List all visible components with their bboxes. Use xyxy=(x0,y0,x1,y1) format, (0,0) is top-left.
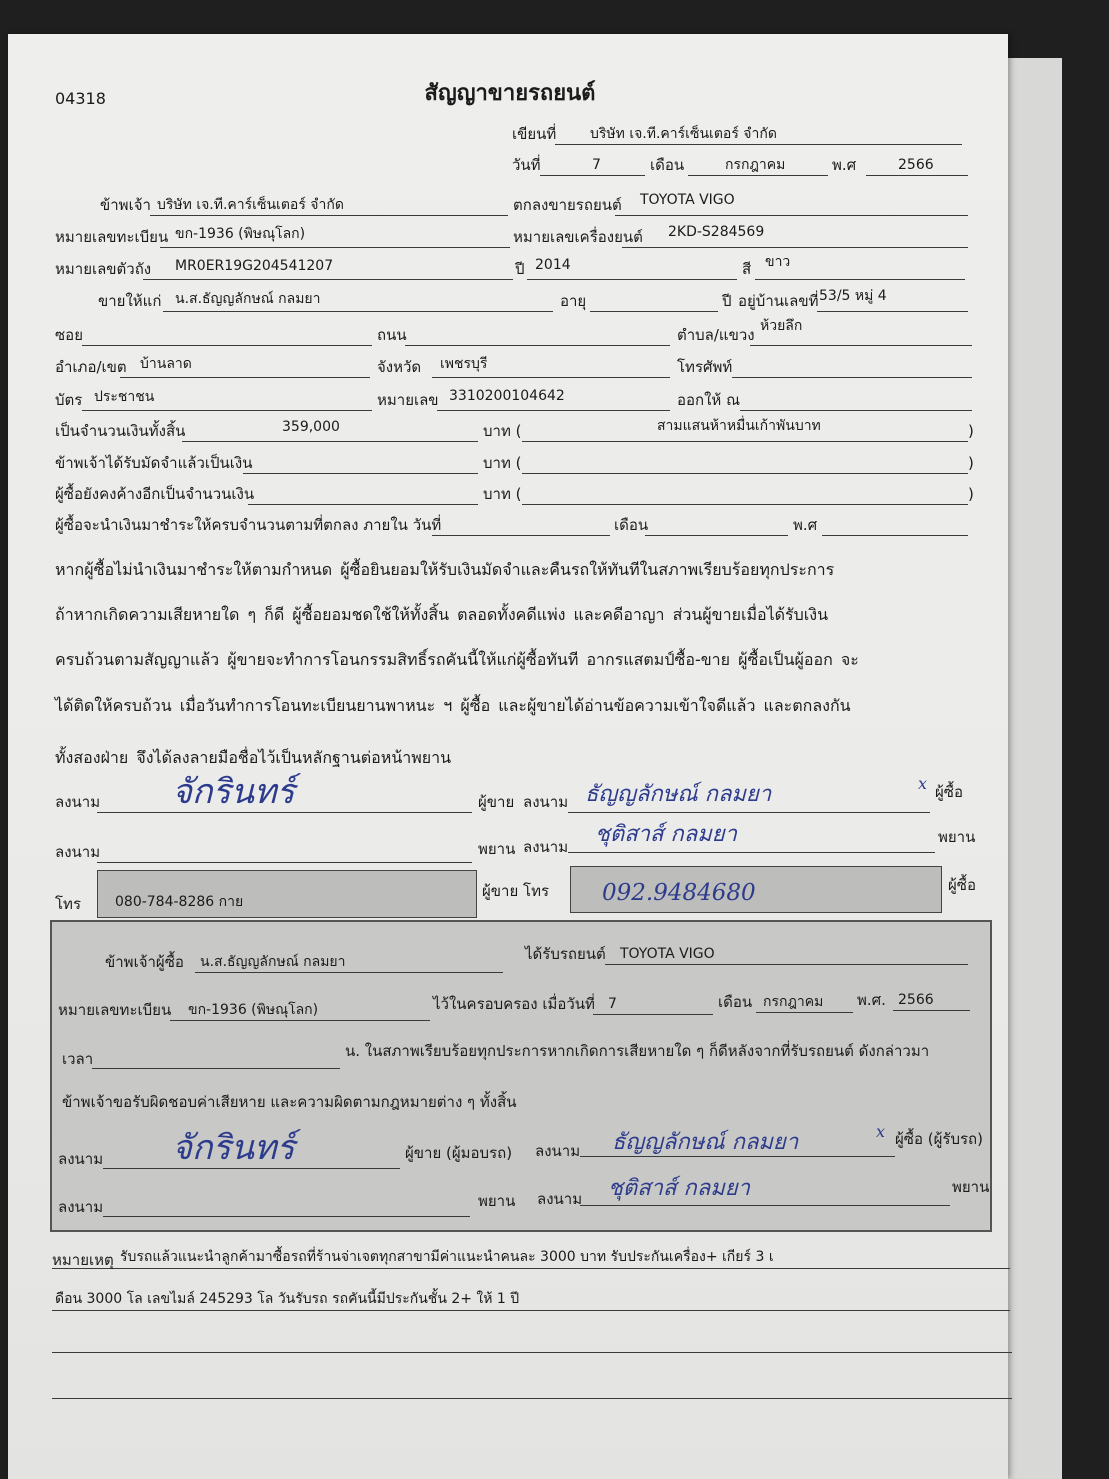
possession-label: ไว้ในครอบครอง เมื่อวันที่ xyxy=(433,995,595,1013)
seller-phone-role: ผู้ขาย โทร xyxy=(482,882,550,900)
engine-label: หมายเลขเครื่องยนต์ xyxy=(513,228,643,246)
receipt-month-label: เดือน xyxy=(718,993,753,1011)
sign-label: ลงนาม xyxy=(535,1142,581,1160)
total-label: เป็นจำนวนเงินทั้งสิ้น xyxy=(55,422,186,440)
receipt-vehicle-field xyxy=(605,943,968,965)
color-field xyxy=(755,254,965,280)
terms-line: ครบถ้วนตามสัญญาแล้ว ผู้ขายจะทำการโอนกรรมสิทธิ์รถคันนี้ให้แก่ผู้ซื้อทันที อากรแสตมป์ซื้อ-ขาย ผู้ซื้อเป็นผู้ออก จะ xyxy=(55,650,859,669)
receipt-buyer-signature: ธัญญลักษณ์ กลมยา xyxy=(612,1130,799,1155)
phone-label: โทร xyxy=(55,895,82,913)
total-baht-label: บาท ( xyxy=(483,422,522,440)
seller-phone: 080-784-8286 กาย xyxy=(115,894,244,910)
seller-label: ข้าพเจ้า xyxy=(100,196,151,214)
month-value: กรกฎาคม xyxy=(725,157,786,173)
chassis-field xyxy=(143,258,513,280)
remarks-text: ดือน 3000 โล เลขไมล์ 245293 โล วันรับรถ รถคันนี้มีประกันชั้น 2+ ให้ 1 ปี xyxy=(55,1291,520,1307)
receipt-plate-value: ขก-1936 (พิษณุโลก) xyxy=(188,1002,319,1018)
province-value: เพชรบุรี xyxy=(440,356,488,372)
sign-label: ลงนาม xyxy=(55,843,101,861)
road-field xyxy=(405,324,670,346)
balance-baht-label: บาท ( xyxy=(483,485,522,503)
received-label: ได้รับรถยนต์ xyxy=(525,945,606,963)
receipt-vehicle-value: TOYOTA VIGO xyxy=(620,946,715,962)
month-field xyxy=(688,154,828,176)
chassis-label: หมายเลขตัวถัง xyxy=(55,260,152,278)
buyer-role: ผู้ซื้อ xyxy=(935,783,963,801)
deposit-label: ข้าพเจ้าได้รับมัดจำแล้วเป็นเงิน xyxy=(55,454,253,472)
receipt-witness-signature: ชุติสาส์ กลมยา xyxy=(608,1176,750,1201)
terms-line: ได้ติดให้ครบถ้วน เมื่อวันทำการโอนทะเบียนยานพาหนะ ฯ ผู้ซื้อ และผู้ขายได้อ่านข้อความเข้าใจดีแล้ว และตกลงกัน xyxy=(55,696,851,715)
day-value: 7 xyxy=(592,157,601,173)
deposit-words-field xyxy=(522,452,968,474)
receipt-witness-signature-line xyxy=(103,1195,470,1217)
model-year-field xyxy=(527,258,737,280)
sign-label: ลงนาม xyxy=(523,793,569,811)
receipt-buyer-label: ข้าพเจ้าผู้ซื้อ xyxy=(105,953,184,971)
liability-text: ข้าพเจ้าขอรับผิดชอบค่าเสียหาย และความผิดตามกฎหมายต่าง ๆ ทั้งสิ้น xyxy=(62,1093,517,1111)
receipt-seller-signature: จักรินทร์ xyxy=(172,1128,295,1168)
balance-close-paren: ) xyxy=(968,485,974,503)
sign-label: ลงนาม xyxy=(523,838,569,856)
terms-line: ทั้งสองฝ่าย จึงได้ลงลายมือชื่อไว้เป็นหลักฐานต่อหน้าพยาน xyxy=(55,748,452,767)
balance-words-field xyxy=(522,483,968,505)
receipt-day-value: 7 xyxy=(608,996,617,1012)
total-words-field xyxy=(522,420,968,442)
model-year-value: 2014 xyxy=(535,257,571,273)
soi-label: ซอย xyxy=(55,326,83,344)
witness-signature-line xyxy=(97,841,472,863)
balance-field xyxy=(248,483,478,505)
chassis-value: MR0ER19G204541207 xyxy=(175,258,334,274)
terms-line: ถ้าหากเกิดความเสียหายใด ๆ ก็ดี ผู้ซื้อยอมชดใช้ให้ทั้งสิ้น ตลอดทั้งคดีแพ่ง และคดีอาญา ส่วนผู้ขายเมื่อได้รับเงิน xyxy=(55,605,829,624)
district-value: บ้านลาด xyxy=(140,356,192,372)
sign-label: ลงนาม xyxy=(58,1150,104,1168)
plate-value: ขก-1936 (พิษณุโลก) xyxy=(175,226,306,242)
remarks-line xyxy=(52,1376,1012,1399)
receipt-buyer-field xyxy=(195,951,503,973)
terms-line: หากผู้ซื้อไม่นำเงินมาชำระให้ตามกำหนด ผู้ซื้อยินยอมให้รับเงินมัดจำและคืนรถให้ทันทีในสภาพเรียบร้อยทุกประการ xyxy=(55,560,835,579)
buyer-label: ขายให้แก่ xyxy=(98,292,162,310)
document-title: สัญญาขายรถยนต์ xyxy=(424,81,596,106)
issued-at-label: ออกให้ ณ xyxy=(677,391,740,409)
seller-value: บริษัท เจ.ที.คาร์เซ็นเตอร์ จำกัด xyxy=(157,197,344,213)
seller-signature: จักรินทร์ xyxy=(172,772,295,812)
receipt-seller-role: ผู้ขาย (ผู้มอบรถ) xyxy=(405,1144,513,1162)
deposit-close-paren: ) xyxy=(968,454,974,472)
house-no-value: 53/5 หมู่ 4 xyxy=(819,288,887,304)
seller-role: ผู้ขาย xyxy=(478,793,515,811)
color-value: ขาว xyxy=(765,254,791,270)
remarks-text: รับรถแล้วแนะนำลูกค้ามาซื้อรถที่ร้านจ่าเจตทุกสาขามีค่าแนะนำคนละ 3000 บาท รับประกันเครื่อง+ เกียร์ 3 เ xyxy=(120,1249,774,1265)
engine-field xyxy=(622,226,968,248)
written-at-label: เขียนที่ xyxy=(512,125,557,143)
age-field xyxy=(590,290,718,312)
plate-field xyxy=(160,226,510,248)
receipt-buyer-value: น.ส.ธัญญลักษณ์ กลมยา xyxy=(200,954,346,970)
written-at-value: บริษัท เจ.ที.คาร์เซ็นเตอร์ จำกัด xyxy=(590,126,777,142)
day-field xyxy=(540,154,645,176)
month-label: เดือน xyxy=(650,156,685,174)
province-field xyxy=(432,356,670,378)
district-field xyxy=(120,356,370,378)
time-field xyxy=(92,1047,340,1069)
total-field xyxy=(182,420,478,442)
receipt-witness-role: พยาน xyxy=(952,1178,990,1196)
condition-text: น. ในสภาพเรียบร้อยทุกประการหากเกิดการเสียหายใด ๆ ก็ดีหลังจากที่รับรถยนต์ ดังกล่าวมา xyxy=(345,1042,930,1060)
day-label: วันที่ xyxy=(512,156,541,174)
due-day-field xyxy=(432,514,610,536)
year-value: 2566 xyxy=(898,157,934,173)
sign-label: ลงนาม xyxy=(55,793,101,811)
soi-field xyxy=(82,324,372,346)
seller-field xyxy=(150,194,508,216)
deposit-field xyxy=(243,452,478,474)
receipt-buyer-signature-mark: x xyxy=(876,1122,886,1141)
year-field xyxy=(866,154,968,176)
receipt-plate-label: หมายเลขทะเบียน xyxy=(58,1001,172,1019)
buyer-field xyxy=(163,290,553,312)
witness-role: พยาน xyxy=(938,828,976,846)
buyer-phone: 092.9484680 xyxy=(602,880,756,906)
receipt-witness-role: พยาน xyxy=(478,1192,516,1210)
subdistrict-value: ห้วยลึก xyxy=(760,318,803,334)
witness-signature: ชุติสาส์ กลมยา xyxy=(595,822,737,847)
due-month-field xyxy=(645,514,788,536)
vehicle-field xyxy=(615,194,968,216)
agree-label: ตกลงขายรถยนต์ xyxy=(513,196,622,214)
receipt-year-value: 2566 xyxy=(898,992,934,1008)
id-no-field xyxy=(437,389,670,411)
id-card-label: บัตร xyxy=(55,391,83,409)
written-at-field xyxy=(555,123,962,145)
year-label: พ.ศ xyxy=(832,156,857,174)
remarks-label: หมายเหตุ xyxy=(52,1251,114,1269)
due-year-field xyxy=(822,514,968,536)
receipt-year-label: พ.ศ. xyxy=(857,991,886,1009)
age-label: อายุ xyxy=(560,292,587,310)
total-value: 359,000 xyxy=(282,419,340,435)
receipt-year-field xyxy=(893,989,970,1011)
issued-at-field xyxy=(740,389,972,411)
vehicle-value: TOYOTA VIGO xyxy=(640,192,735,208)
house-no-label: อยู่บ้านเลขที่ xyxy=(738,292,819,310)
buyer-signature: ธัญญลักษณ์ กลมยา xyxy=(585,782,772,807)
buyer-phone-role: ผู้ซื้อ xyxy=(948,876,976,894)
id-card-value: ประชาชน xyxy=(94,389,155,405)
engine-value: 2KD-S284569 xyxy=(668,224,765,240)
model-year-label: ปี xyxy=(515,260,525,278)
district-label: อำเภอ/เขต xyxy=(55,358,127,376)
subdistrict-label: ตำบล/แขวง xyxy=(677,326,755,344)
time-label: เวลา xyxy=(62,1050,94,1068)
buyer-value: น.ส.ธัญญลักษณ์ กลมยา xyxy=(175,291,321,307)
color-label: สี xyxy=(742,260,752,278)
phone-label: โทรศัพท์ xyxy=(677,358,733,376)
sign-label: ลงนาม xyxy=(58,1198,104,1216)
due-label: ผู้ซื้อจะนำเงินมาชำระให้ครบจำนวนตามที่ตกลง ภายใน วันที่ xyxy=(55,516,442,534)
document-number: 04318 xyxy=(55,89,106,108)
total-close-paren: ) xyxy=(968,422,974,440)
receipt-month-value: กรกฎาคม xyxy=(763,994,824,1010)
province-label: จังหวัด xyxy=(377,358,422,376)
buyer-signature-mark: x xyxy=(918,774,928,793)
deposit-baht-label: บาท ( xyxy=(483,454,522,472)
receipt-plate-field xyxy=(170,999,430,1021)
due-year-label: พ.ศ xyxy=(793,516,818,534)
id-card-field xyxy=(82,389,372,411)
road-label: ถนน xyxy=(377,326,407,344)
total-words-value: สามแสนห้าหมื่นเก้าพันบาท xyxy=(657,418,821,434)
subdistrict-field xyxy=(750,318,972,346)
receipt-day-field xyxy=(593,993,713,1015)
id-no-label: หมายเลข xyxy=(377,391,439,409)
due-month-label: เดือน xyxy=(614,516,649,534)
receipt-buyer-role: ผู้ซื้อ (ผู้รับรถ) xyxy=(895,1130,983,1148)
receipt-month-field xyxy=(756,991,853,1013)
balance-label: ผู้ซื้อยังคงค้างอีกเป็นจำนวนเงิน xyxy=(55,485,255,503)
id-no-value: 3310200104642 xyxy=(449,388,565,404)
phone-field xyxy=(732,356,972,378)
remarks-line xyxy=(52,1330,1012,1353)
sign-label: ลงนาม xyxy=(537,1190,583,1208)
witness-role: พยาน xyxy=(478,840,516,858)
house-no-field xyxy=(817,290,968,312)
plate-label: หมายเลขทะเบียน xyxy=(55,228,169,246)
age-unit: ปี xyxy=(722,292,732,310)
